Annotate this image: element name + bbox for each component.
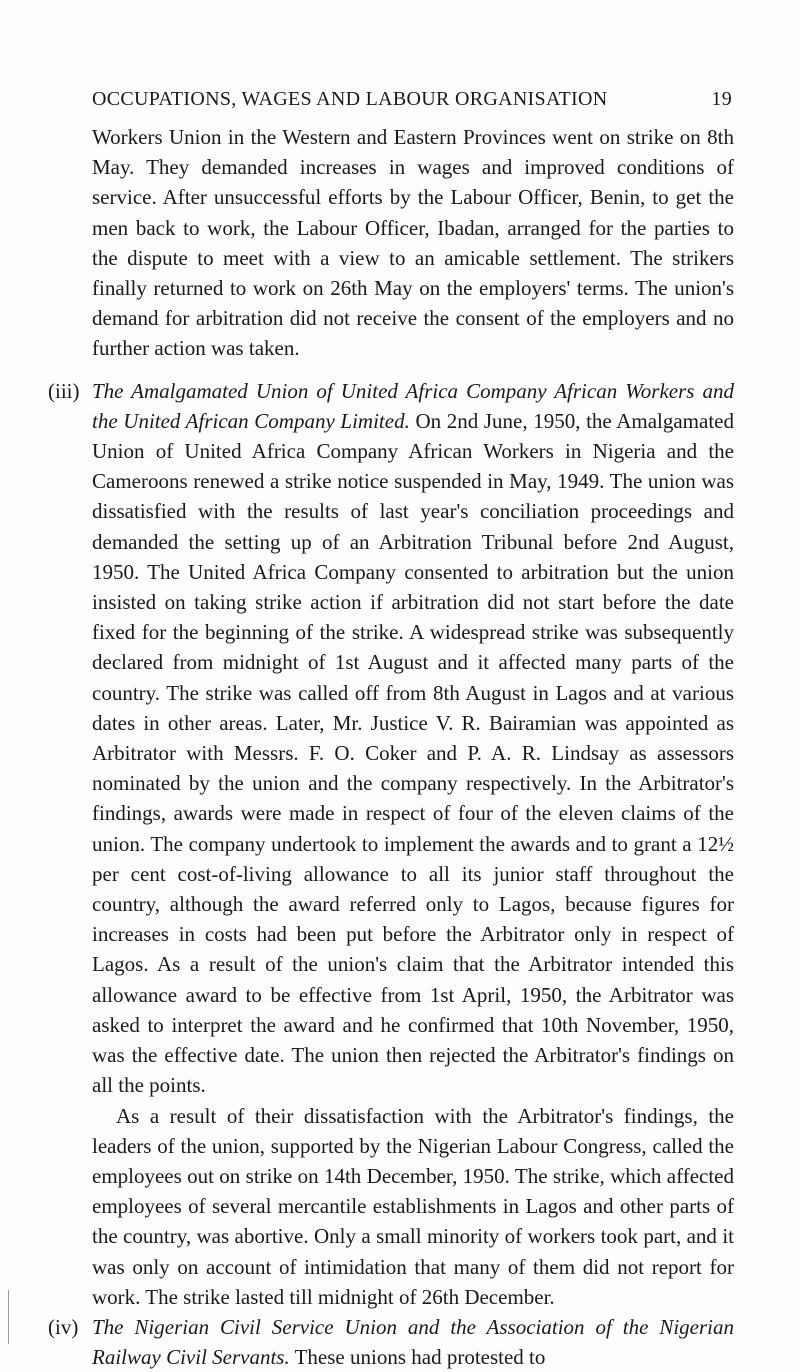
binding-margin-line (8, 1290, 9, 1344)
list-item-iii (48, 376, 734, 1101)
item-text: On 2nd June, 1950, the Amalgamated Union of United Africa Company African Workers in Nigeria and the Cameroons renewed a strike notice suspended in May, 1949. The union was dissatisfied with the results of last year's conciliation proceedings and demanded the setting up of an Arbitration Tribunal before 2nd August, 1950. The United Africa Company consented to arbitration but the union insisted on taking strike action if arbitration did not start before the date fixed for the beginning of the strike. A widespread strike was subsequently declared from midnight of 1st August and it affected many parts of the country. The strike was called off from 8th August in Lagos and at various dates in other areas. Later, Mr. Justice V. R. Bairamian was appointed as Arbitrator with Messrs. F. O. Coker and P. A. R. Lindsay as assessors nominated by the union and the company respectively. In the Arbitrator's findings, awards were made in respect of four of the eleven claims of the union. The company undertook to implement the awards and to grant a 12½ per cent cost-of-living allowance to all its junior staff throughout the country, although the award referred only to Lagos, because figures for increases in costs had been put before the Arbitrator only in respect of Lagos. As a result of the union's claim that the Arbitrator intended this allowance award to be effective from 1st April, 1950, the Arbitrator was asked to interpret the award and he confirmed that 10th November, 1950, was the effective date. The union then rejected the Arbitrator's findings on all the points. (92, 408, 734, 1098)
item-label: (iv) (48, 1314, 79, 1339)
list-item-iv (48, 1312, 734, 1372)
item-label: (iii) (48, 378, 80, 403)
page-number: 19 (711, 88, 732, 110)
running-title: OCCUPATIONS, WAGES AND LABOUR ORGANISATION (92, 88, 608, 110)
item-title: The Amalgamated Union of United Africa Company African Workers and the United African Company Limited. (92, 378, 734, 433)
paragraph-continued: Workers Union in the Western and Eastern Provinces went on strike on 8th May. They demanded increases in wages and improved conditions of service. After unsuccessful efforts by the Labour Officer, Benin, to get the men back to work, the Labour Officer, Ibadan, arranged for the parties to the dispute to meet with a view to an amicable settlement. The strikers finally returned to work on 26th May on the employers' terms. The union's demand for arbitration did not receive the consent of the employers and no further action was taken. (92, 125, 734, 361)
running-header (92, 88, 732, 116)
item-title: The Nigerian Civil Service Union and the Association of the Nigerian Railway Civil Servants. (92, 1314, 734, 1370)
body-text (48, 122, 734, 1372)
item-text: These unions had protested to (289, 1345, 546, 1370)
paragraph: As a result of their dissatisfaction with the Arbitrator's findings, the leaders of the union, supported by the Nigerian Labour Congress, called the employees out on strike on 14th December, 1950. The strike, which affected employees of several mercantile establishments in Lagos and other parts of the country, was abortive. Only a small minority of workers took part, and it was only on account of intimidation that many of them did not report for work. The strike lasted till midnight of 26th December. (92, 1103, 734, 1309)
